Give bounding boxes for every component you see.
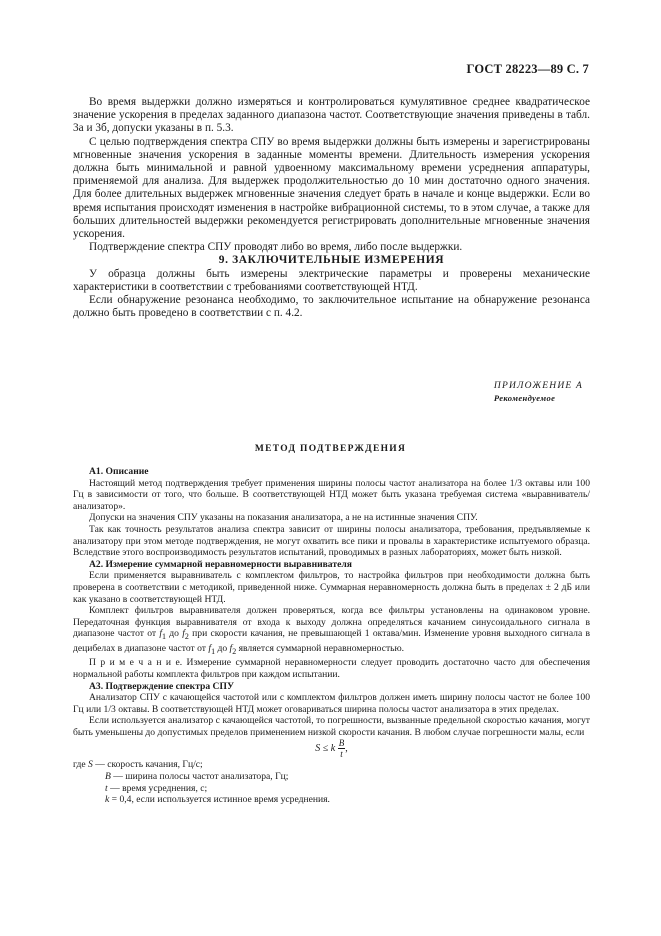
- paragraph: Подтверждение спектра СПУ проводят либо во время, либо после выдержки.: [89, 241, 463, 254]
- fraction: 1/3: [509, 477, 523, 489]
- subheading: А3. Подтверждение спектра СПУ: [89, 680, 234, 692]
- method-title: МЕТОД ПОДТВЕРЖДЕНИЯ: [254, 444, 407, 454]
- appendix-label: ПРИЛОЖЕНИЕ А: [493, 381, 583, 391]
- formula-fraction: $\frac{B}{t}$: [338, 738, 345, 760]
- paragraph: Во время выдержки должно измеряться и контролироваться кумулятивное среднее квадратическое значение ускорения в пределах заданного диапазона частот. Соответствующие значения приведены в табл. 3а и 3б, допуски указаны в п. 5.3.: [73, 96, 590, 135]
- paragraph: Комплект фильтров выравнивателя должен проверяться, когда все фильтры установлены на одинаковом уровне. Передаточная функция выравнивателя от входа к выходу должна определяться качанием синусоидального сигнала в диапазоне частот от $f_1$ до $f_2$ при скорости качания, не превышающей 1 октава/мин. Изменение уровня выходного сигнала в децибелах в диапазоне частот от $f_1$ до $f_2$ является суммарной неравномерностью.: [73, 605, 590, 656]
- paragraph: У образца должны быть измерены электрические параметры и проверены механические характеристики в соответствии с требованиями соответствующей НТД.: [73, 267, 590, 293]
- paragraph: Так как точность результатов анализа спектра зависит от ширины полосы анализатора, требования, предъявляемые к анализатору при этом методе подтверждения, не могут охватить все пики и провалы в характеристике испытуемого образца. Вследствие этого воспроизводимость результатов испытаний, проводимых в разных лабораториях, может быть низкой.: [73, 523, 590, 559]
- note: П р и м е ч а н и е. Измерение суммарной неравномерности следует проводить достаточно часто для обеспечения нормальной работы комплекта фильтров при каждом испытании.: [73, 657, 590, 680]
- where-line: B — ширина полосы частот анализатора, Гц;: [105, 771, 289, 783]
- main-text: [73, 96, 590, 320]
- paragraph: Допуски на значения СПУ указаны на показания анализатора, а не на истинные значения СПУ.: [89, 512, 478, 524]
- paragraph: Если обнаружение резонанса необходимо, то заключительное испытание на обнаружение резонанса должно быть проведено в соответствии с п. 4.2.: [73, 294, 590, 320]
- where-line: где S — скорость качания, Гц/с;: [73, 759, 203, 771]
- section-title: 9. ЗАКЛЮЧИТЕЛЬНЫЕ ИЗМЕРЕНИЯ: [218, 254, 445, 267]
- paragraph: Настоящий метод подтверждения требует применения ширины полосы частот анализатора на более 1/3 октавы или 100 Гц в зависимости от того, что больше. В соответствующей НТД может быть указана требуемая система «выравниватель/анализатор».: [73, 477, 590, 512]
- appendix-text: [73, 466, 590, 806]
- paragraph: Если используется анализатор с качающейся частотой, то погрешности, вызванные предельной скоростью качания, могут быть уменьшены до допустимых пределов применением низкой скорости качания. В любом случае погрешности малы, если: [73, 715, 590, 738]
- where-line: k = 0,4, если используется истинное время усреднения.: [105, 794, 330, 806]
- paragraph: Если применяется выравниватель с комплектом фильтров, то настройка фильтров при необходимости должна быть проверена в соответствии с методикой, приведенной ниже. Суммарная неравномерность должна быть в пределах ± 2 дБ или как указано в соответствующей НТД.: [73, 570, 590, 605]
- where-list: [73, 759, 590, 805]
- formula: S ≤ k $\frac{B}{t}$ ,: [315, 738, 348, 760]
- fraction: 1/3: [103, 703, 116, 715]
- paragraph: С целью подтверждения спектра СПУ во время выдержки должны быть измерены и зарегистрированы мгновенные значения ускорения в заданные моменты времени. Длительность измерения ускорения должна быть минимальной и равной удвоенному максимальному времени усреднения аппаратуры, применяемой для анализа. Для выдержек продолжительностью до 10 мин достаточно одного значения. Для более длительных выдержек мгновенные значения следует брать в начале и конце выдержки. Если во время испытания происходят изменения в настройке вибрационной системы, то в этом случае, а также для больших длительностей выдержки рекомендуется регистрировать дополнительные мгновенные значения ускорения.: [73, 135, 590, 241]
- appendix-label-block: [494, 380, 583, 404]
- paragraph: Анализатор СПУ с качающейся частотой или с комплектом фильтров должен иметь ширину полосы частот не более 100 Гц или 1/3 октавы. В соответствующей НТД может оговариваться ширина полосы частот анализатора в этих пределах.: [73, 692, 590, 715]
- subheading: А1. Описание: [89, 466, 149, 477]
- page-header: ГОСТ 28223—89 С. 7: [466, 62, 589, 76]
- appendix-sub: Рекомендуемое: [493, 393, 556, 403]
- where-line: t — время усреднения, с;: [105, 782, 208, 794]
- subheading: А2. Измерение суммарной неравномерности выравнивателя: [89, 558, 352, 570]
